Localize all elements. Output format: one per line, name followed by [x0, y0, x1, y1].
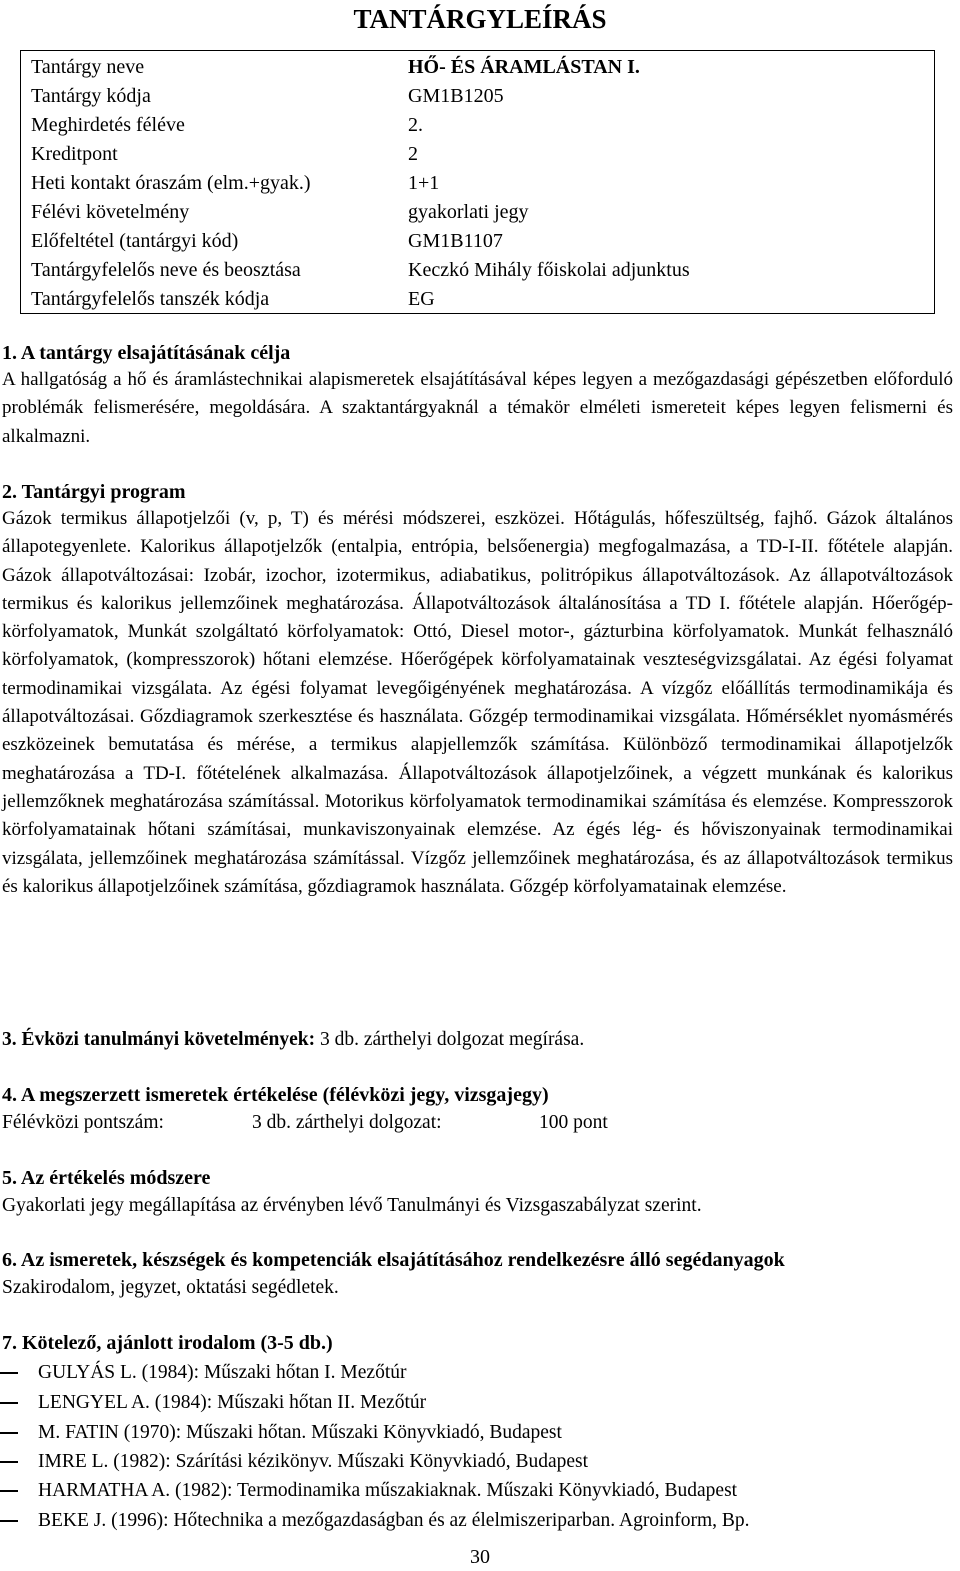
reference-text: GULYÁS L. (1984): Műszaki hőtan I. Mezőtúr — [38, 1362, 407, 1383]
score-label: Félévközi pontszám: — [2, 1112, 164, 1133]
dash-bullet-icon — [0, 1432, 18, 1434]
info-value: 2 — [408, 143, 418, 165]
reference-text: IMRE L. (1982): Szárítási kézikönyv. Műszaki Könyvkiadó, Budapest — [38, 1451, 589, 1472]
info-value: HŐ- ÉS ÁRAMLÁSTAN I. — [408, 56, 640, 78]
dash-bullet-icon — [0, 1402, 18, 1404]
subject-info-table — [20, 50, 935, 314]
info-label: Kreditpont — [31, 143, 118, 165]
section-2-body: Gázok termikus állapotjelzői (v, p, T) és mérési módszerei, eszközei. Hőtágulás, hőfeszültség, fajhő. Gázok általános állapotegyenlete. Kalorikus állapotjelzők (entalpia, entrópia, belsőenergia) megfogalmazása, a TD-I-II. főtétele alapján. Gázok állapotváltozásai: Izobár, izochor, izotermikus, adiabatikus, politrópikus állapotváltozások. Az állapotváltozások termikus és kalorikus jellemzőinek meghatározása. Állapotváltozások általánosítása a TD I. főtétele alapján. Hőerőgép-körfolyamatok, Munkát szolgáltató körfolyamatok: Ottó, Diesel motor-, gázturbina körfolyamatok. Munkát felhasználó körfolyamatok, (kompresszorok) hőtani elemzése. Hőerőgépek körfolyamatainak veszteségvizsgálatai. Az égési folyamat termodinamikai vizsgálata. Az égési folyamat levegőigényének meghatározása. A vízgőz előállítás termodinamikája és állapotváltozásai. Gőzdiagramok szerkesztése és használata. Gőzgép termodinamikai vizsgálata. Hőmérséklet nyomásmérés eszközeinek bemutatása és mérése, a termikus alapjellemzők számítása. Különböző termodinamikai állapotjelzők meghatározása a TD-I. főtételének alkalmazása. Állapotváltozások állapotjelzőinek, a végzett munkának és kalorikus jellemzőknek meghatározása számítással. Motorikus körfolyamatok termodinamikai számítása és elemzése. Kompresszorok körfolyamatainak hőtani számításai, munkaviszonyainak elemzése. Az égés lég- és hőviszonyainak termodinamikai vizsgálata, jellemzőinek meghatározása számítással. Vízgőz jellemzőinek meghatározása, és az állapotváltozások termikus és kalorikus állapotjelzőinek számítása, gőzdiagramok használata. Gőzgép körfolyamatainak elemzése. — [2, 508, 953, 897]
page-number: 30 — [470, 1546, 490, 1568]
section-1-body: A hallgatóság a hő és áramlástechnikai alapismeretek elsajátításával képes legyen a mezőgazdasági gépészetben előforduló problémák felismerésére, megoldására. A szaktantárgyaknál a témakör elméleti ismereteit képes legyen felismerni és alkalmazni. — [2, 369, 953, 447]
info-label: Meghirdetés féléve — [31, 114, 185, 136]
section-4-heading: 4. A megszerzett ismeretek értékelése (félévközi jegy, vizsgajegy) — [2, 1084, 549, 1106]
section-3-text: 3 db. zárthelyi dolgozat megírása. — [315, 1029, 585, 1050]
section-6-text: Szakirodalom, jegyzet, oktatási segédletek. — [2, 1277, 339, 1298]
info-label: Előfeltétel (tantárgyi kód) — [31, 230, 239, 252]
score-points: 100 pont — [539, 1112, 608, 1133]
section-2-heading: 2. Tantárgyi program — [2, 481, 186, 503]
section-6-heading: 6. Az ismeretek, készségek és kompetenciák elsajátításához rendelkezésre álló segédanyagok — [2, 1249, 785, 1271]
reference-text: M. FATIN (1970): Műszaki hőtan. Műszaki Könyvkiadó, Budapest — [38, 1422, 562, 1443]
info-value: 2. — [408, 114, 423, 136]
score-item: 3 db. zárthelyi dolgozat: — [252, 1112, 442, 1133]
section-3-line — [2, 1026, 584, 1054]
section-3-heading: 3. Évközi tanulmányi követelmények: — [2, 1029, 316, 1050]
dash-bullet-icon — [0, 1490, 18, 1492]
reference-text: BEKE J. (1996): Hőtechnika a mezőgazdaságban és az élelmiszeriparban. Agroinform, Bp. — [38, 1510, 750, 1531]
info-value: gyakorlati jegy — [408, 201, 529, 223]
info-value: Keczkó Mihály főiskolai adjunktus — [408, 259, 690, 281]
dash-bullet-icon — [0, 1520, 18, 1522]
info-label: Félévi követelmény — [31, 201, 190, 223]
reference-text: HARMATHA A. (1982): Termodinamika műszakiaknak. Műszaki Könyvkiadó, Budapest — [38, 1480, 738, 1501]
section-7-heading: 7. Kötelező, ajánlott irodalom (3-5 db.) — [2, 1332, 333, 1354]
info-value: EG — [408, 288, 435, 310]
section-1-heading: 1. A tantárgy elsajátításának célja — [2, 342, 291, 364]
info-value: 1+1 — [408, 172, 440, 194]
reference-text: LENGYEL A. (1984): Műszaki hőtan II. Mezőtúr — [38, 1392, 427, 1413]
section-4-score-line — [2, 1109, 942, 1137]
section-5-heading: 5. Az értékelés módszere — [2, 1167, 211, 1189]
info-label: Tantárgyfelelős tanszék kódja — [31, 288, 270, 310]
info-value: GM1B1205 — [408, 85, 504, 107]
info-label: Heti kontakt óraszám (elm.+gyak.) — [31, 172, 311, 194]
info-label: Tantárgy neve — [31, 56, 145, 78]
dash-bullet-icon — [0, 1372, 18, 1374]
section-5-text: Gyakorlati jegy megállapítása az érvényben lévő Tanulmányi és Vizsgaszabályzat szerint. — [2, 1195, 702, 1216]
info-label: Tantárgyfelelős neve és beosztása — [31, 259, 301, 281]
document-title: TANTÁRGYLEÍRÁS — [353, 4, 607, 34]
dash-bullet-icon — [0, 1461, 18, 1463]
info-label: Tantárgy kódja — [31, 85, 151, 107]
info-value: GM1B1107 — [408, 230, 503, 252]
